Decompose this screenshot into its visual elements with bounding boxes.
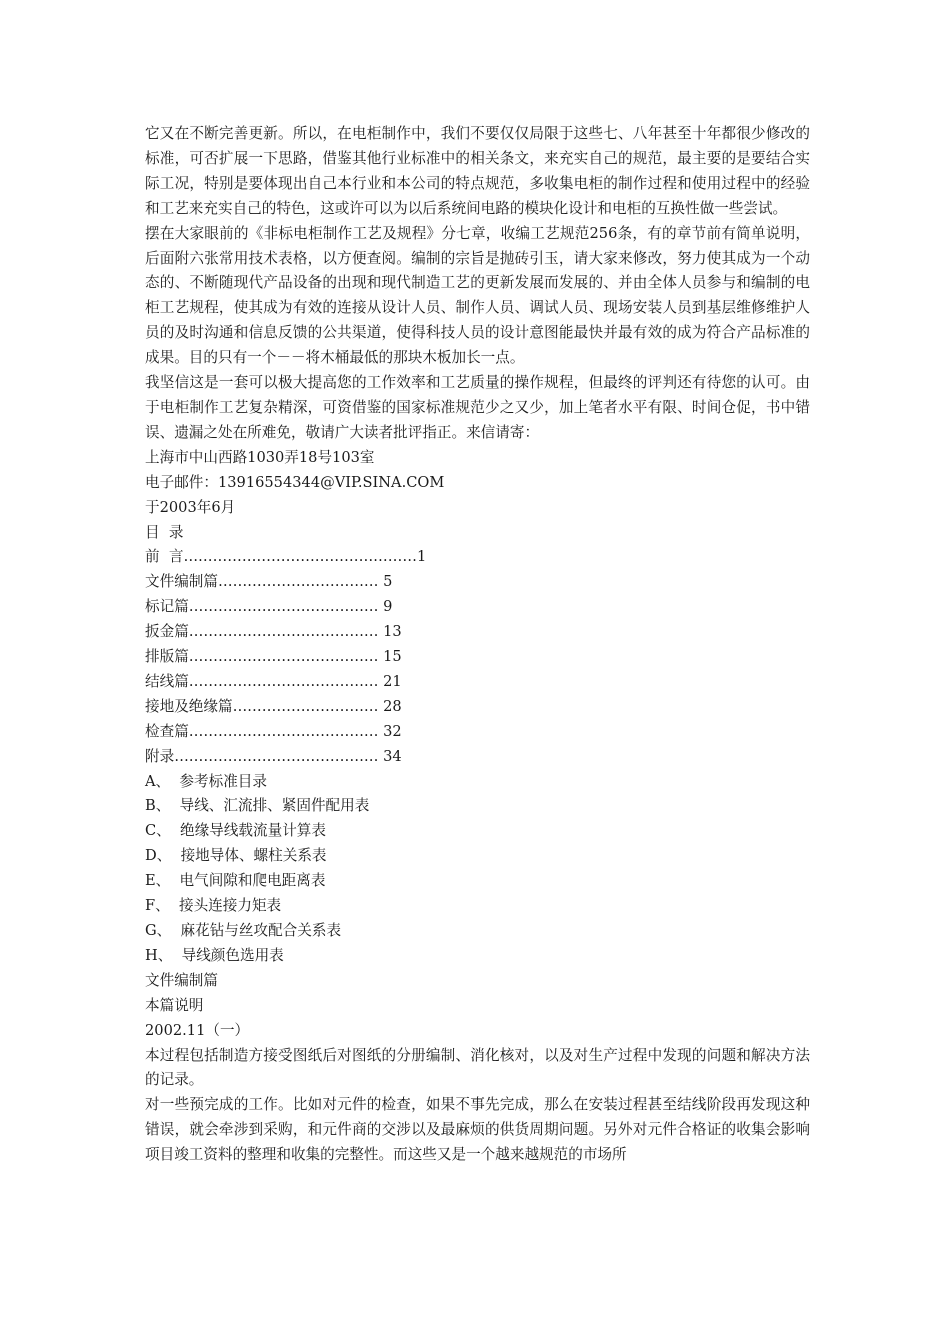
appendix-item: G、 麻花钻与丝攻配合关系表 (145, 922, 342, 939)
appendix-item: B、 导线、汇流排、紧固件配用表 (145, 797, 370, 815)
email-line: 电子邮件：13916554344@VIP.SINA.COM (145, 473, 445, 491)
section-paragraph-2: 对一些预完成的工作。比如对元件的检查，如果不事先完成，那么在安装过程甚至结线阶段再发现这种错误，就会牵涉到采购，和元件商的交涉以及最麻烦的供货周期问题。另外对元件合格证的收集会影响项目竣工资料的整理和收集的完整性。而这些又是一个越来越规范的市场所 (145, 1096, 810, 1164)
document-page (145, 122, 810, 1168)
toc-entry: 结线篇………………………………… 21 (145, 672, 402, 690)
appendix-item: D、 接地导体、螺柱关系表 (145, 847, 327, 865)
appendix-item: A、 参考标准目录 (145, 772, 267, 790)
date-line: 于2003年6月 (145, 498, 236, 516)
toc-entry: 排版篇………………………………… 15 (145, 648, 402, 666)
toc-entry: 标记篇………………………………… 9 (145, 598, 393, 616)
body-paragraph-2: 摆在大家眼前的《非标电柜制作工艺及规程》分七章，收编工艺规范256条，有的章节前有简单说明，后面附六张常用技术表格，以方便查阅。编制的宗旨是抛砖引玉，请大家来修改，努力使其成为一个动态的、不断随现代产品设备的出现和现代制造工艺的更新发展而发展的、并由全体人员参与和编制的电柜工艺规程，使其成为有效的连接从设计人员、制作人员、调试人员、现场安装人员到基层维修维护人员的及时沟通和信息反馈的公共渠道，使得科技人员的设计意图能最快并最有效的成为符合产品标准的成果。目的只有一个－－将木桶最低的那块木板加长一点。 (145, 224, 810, 367)
toc-title: 目 录 (145, 523, 184, 541)
appendix-item: H、 导线颜色选用表 (145, 946, 284, 964)
toc-entry: 接地及绝缘篇………………………… 28 (145, 697, 402, 715)
appendix-item: C、 绝缘导线载流量计算表 (145, 822, 326, 840)
toc-entry: 前 言…………………………………………1 (145, 548, 427, 566)
toc-entry: 文件编制篇…………………………… 5 (145, 573, 393, 591)
section-version: 2002.11（一） (145, 1021, 250, 1039)
body-paragraph-3: 我坚信这是一套可以极大提高您的工作效率和工艺质量的操作规程，但最终的评判还有待您的认可。由于电柜制作工艺复杂精深，可资借鉴的国家标准规范少之又少，加上笔者水平有限、时间仓促，书中错误、遗漏之处在所难免，敬请广大读者批评指正。来信请寄： (145, 374, 810, 441)
section-paragraph-1: 本过程包括制造方接受图纸后对图纸的分册编制、消化核对，以及对生产过程中发现的问题和解决方法的记录。 (145, 1046, 810, 1089)
appendix-list (145, 770, 810, 969)
mailing-address: 上海市中山西路1030弄18号103室 (145, 448, 375, 466)
appendix-item: E、 电气间隙和爬电距离表 (145, 872, 326, 890)
section-title: 文件编制篇 (145, 971, 218, 989)
table-of-contents (145, 545, 810, 769)
body-paragraph-1: 它又在不断完善更新。所以，在电柜制作中，我们不要仅仅局限于这些七、八年甚至十年都很少修改的标准，可否扩展一下思路，借鉴其他行业标准中的相关条文，来充实自己的规范，最主要的是要结合实际工况，特别是要体现出自己本行业和本公司的特点规范，多收集电柜的制作过程和使用过程中的经验和工艺来充实自己的特色，这或许可以为以后系统间电路的模块化设计和电柜的互换性做一些尝试。 (145, 125, 810, 217)
toc-entry: 检查篇………………………………… 32 (145, 722, 402, 740)
section-subtitle: 本篇说明 (145, 996, 204, 1014)
toc-entry: 附录…………………………………… 34 (145, 747, 402, 765)
appendix-item: F、 接头连接力矩表 (145, 897, 282, 915)
toc-entry: 扳金篇………………………………… 13 (145, 623, 402, 641)
